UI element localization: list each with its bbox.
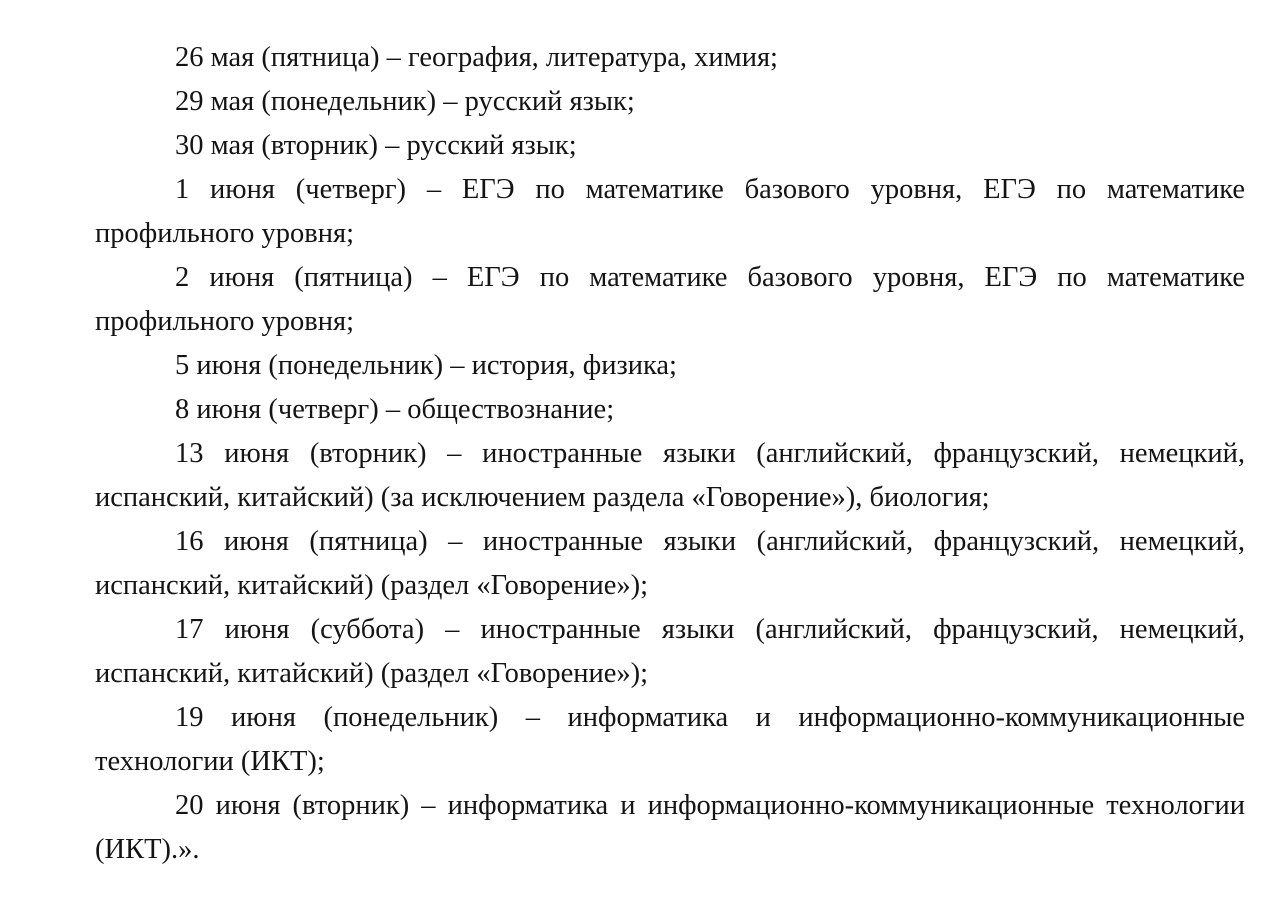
schedule-entry-may-26: 26 мая (пятница) – география, литература, химия; xyxy=(175,42,778,73)
schedule-entry-june-16: 16 июня (пятница) – иностранные языки (английский, французский, немецкий, испанский, китайский) (раздел «Говорение»); xyxy=(95,526,1245,601)
schedule-entry-june-1: 1 июня (четверг) – ЕГЭ по математике базового уровня, ЕГЭ по математике профильного уровня; xyxy=(95,174,1245,249)
schedule-entry-june-8: 8 июня (четверг) – обществознание; xyxy=(175,394,615,425)
schedule-entry-may-30: 30 мая (вторник) – русский язык; xyxy=(175,130,577,161)
schedule-entry-june-19: 19 июня (понедельник) – информатика и информационно-коммуникационные технологии (ИКТ); xyxy=(95,702,1245,777)
schedule-entry-june-17: 17 июня (суббота) – иностранные языки (английский, французский, немецкий, испанский, китайский) (раздел «Говорение»); xyxy=(95,614,1245,689)
schedule-entry-june-5: 5 июня (понедельник) – история, физика; xyxy=(175,350,677,381)
document-page xyxy=(95,36,1245,872)
schedule-entry-june-2: 2 июня (пятница) – ЕГЭ по математике базового уровня, ЕГЭ по математике профильного уровня; xyxy=(95,262,1245,337)
schedule-entry-june-13: 13 июня (вторник) – иностранные языки (английский, французский, немецкий, испанский, китайский) (за исключением раздела «Говорение»), биология; xyxy=(95,438,1245,513)
schedule-entry-may-29: 29 мая (понедельник) – русский язык; xyxy=(175,86,635,117)
schedule-entry-june-20: 20 июня (вторник) – информатика и информационно-коммуникационные технологии (ИКТ).». xyxy=(95,790,1245,865)
